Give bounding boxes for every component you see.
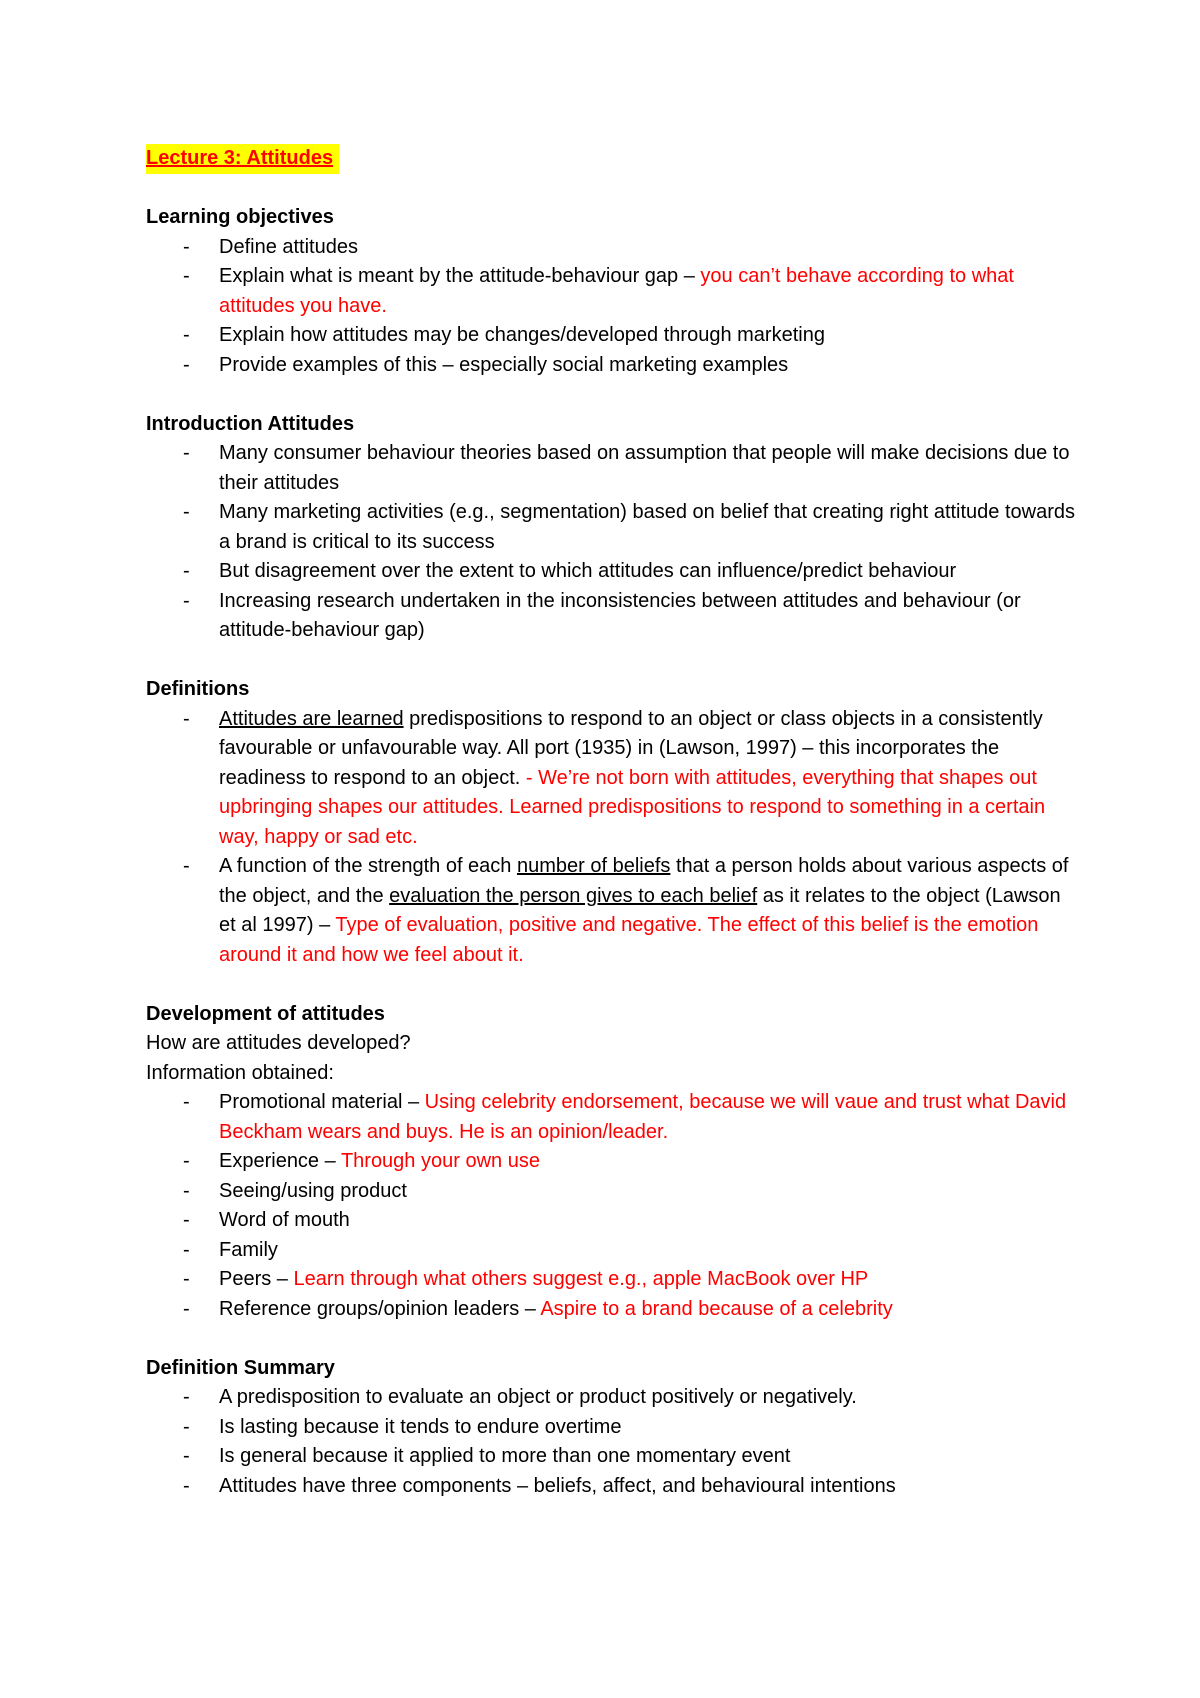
list-item (146, 1177, 1076, 1207)
list-item: - Increasing research undertaken in the inconsistencies between attitudes and behaviour (or attitude-behaviour gap) (146, 587, 1076, 646)
spacer (146, 646, 1076, 676)
list-item (146, 852, 1076, 970)
summary-list (146, 1383, 1076, 1501)
item-text: Reference groups/opinion leaders – (219, 1297, 541, 1320)
underlined-term: evaluation the person gives to each belief (389, 884, 758, 907)
item-text: predispositions to respond to an object or class objects in a consistently favourable or unfavourable way. All port (1935) in (Lawson, 1997) – this incorporates the readiness to respond to an object. (219, 707, 1043, 789)
learning-objectives-heading: Learning objectives (146, 206, 334, 228)
list-item: - Is lasting because it tends to endure overtime (146, 1413, 1076, 1443)
item-text: Provide examples of this – especially social marketing examples (219, 353, 789, 376)
spacer (146, 174, 1076, 204)
list-item: - A predisposition to evaluate an object or product positively or negatively. (146, 1383, 1076, 1413)
item-text: that a person holds about various aspects of the object, and the (219, 855, 1069, 907)
development-list (146, 1088, 1076, 1324)
red-note: - We’re not born with attitudes, everything that shapes out upbringing shapes our attitudes. Learned predispositions to respond to something in a certain way, happy or sad etc. (219, 766, 1046, 848)
item-text: Define attitudes (219, 235, 358, 258)
list-item (146, 1295, 1076, 1325)
item-text: Word of mouth (219, 1209, 350, 1231)
lecture-title-line (146, 144, 1076, 174)
list-item: - Many marketing activities (e.g., segmentation) based on belief that creating right attitude towards a brand is critical to its success (146, 498, 1076, 557)
item-text: Seeing/using product (219, 1179, 407, 1202)
introduction-heading: Introduction Attitudes (146, 412, 355, 435)
spacer (146, 380, 1076, 410)
item-text: Family (219, 1238, 278, 1261)
definitions-heading: Definitions (146, 678, 250, 700)
definitions-list (146, 705, 1076, 971)
list-item (146, 351, 1076, 381)
item-text: Experience – (219, 1150, 341, 1172)
list-item (146, 705, 1076, 853)
document-page (146, 144, 1076, 1501)
development-heading: Development of attitudes (146, 1002, 385, 1025)
item-text: A function of the strength of each (219, 855, 517, 877)
list-item (146, 1236, 1076, 1266)
red-note: Through your own use (340, 1150, 540, 1172)
list-item (146, 1147, 1076, 1177)
item-text: Promotional material – (219, 1091, 425, 1113)
introduction-list (146, 439, 1076, 646)
red-note: Learn through what others suggest e.g., apple MacBook over HP (293, 1268, 869, 1290)
list-item (146, 233, 1076, 263)
list-item: - But disagreement over the extent to which attitudes can influence/predict behaviour (146, 557, 1076, 587)
lecture-title: Lecture 3: Attitudes (146, 144, 339, 174)
item-text: Peers – (219, 1268, 294, 1290)
list-item: - Attitudes have three components – beliefs, affect, and behavioural intentions (146, 1472, 1076, 1502)
list-item (146, 1088, 1076, 1147)
item-text: Explain what is meant by the attitude-behaviour gap – (219, 265, 701, 287)
red-note: Aspire to a brand because of a celebrity (540, 1297, 893, 1320)
list-item: - Is general because it applied to more than one momentary event (146, 1442, 1076, 1472)
red-note: Using celebrity endorsement, because we will vaue and trust what David Beckham wears and buys. He is an opinion/leader. (219, 1091, 1067, 1143)
spacer (146, 970, 1076, 1000)
spacer (146, 1324, 1076, 1354)
item-text: as it relates to the object (Lawson et al 1997) – (219, 884, 1061, 936)
summary-heading: Definition Summary (146, 1356, 335, 1379)
red-note: you can’t behave according to what attitudes you have. (219, 265, 1014, 317)
list-item (146, 321, 1076, 351)
list-item (146, 1206, 1076, 1236)
red-note: Type of evaluation, positive and negative. The effect of this belief is the emotion around it and how we feel about it. (219, 914, 1039, 966)
list-item: - Many consumer behaviour theories based on assumption that people will make decisions due to their attitudes (146, 439, 1076, 498)
underlined-term: number of beliefs (516, 855, 671, 877)
underlined-term: Attitudes are learned (219, 707, 404, 730)
information-label: Information obtained: (146, 1061, 334, 1084)
development-question: How are attitudes developed? (146, 1032, 411, 1054)
list-item (146, 1265, 1076, 1295)
item-text: Explain how attitudes may be changes/developed through marketing (219, 324, 825, 346)
learning-objectives-list (146, 233, 1076, 381)
list-item (146, 262, 1076, 321)
